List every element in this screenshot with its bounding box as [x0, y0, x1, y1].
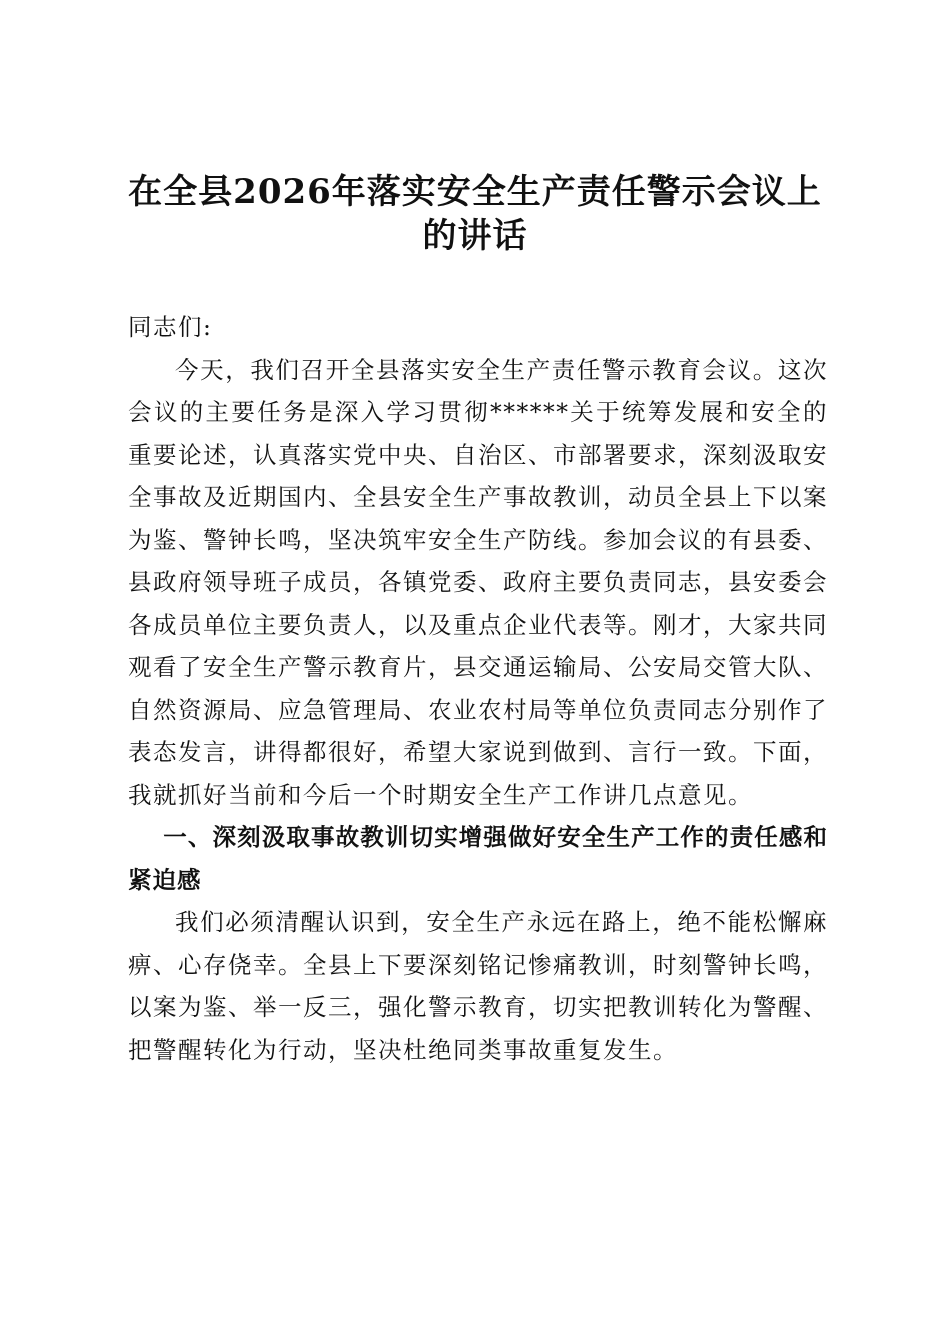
- section-heading-1: 一、深刻汲取事故教训切实增强做好安全生产工作的责任感和紧迫感: [128, 823, 828, 894]
- document-title: [120, 170, 830, 258]
- paragraph-section-1: 我们必须清醒认识到，安全生产永远在路上，绝不能松懈麻痹、心存侥幸。全县上下要深刻铭记惨痛教训，时刻警钟长鸣，以案为鉴、举一反三，强化警示教育，切实把教训转化为警醒、把警醒转化为行动，坚决杜绝同类事故重复发生。: [128, 908, 828, 1064]
- document-body: [128, 306, 828, 1071]
- title-line-1: 在全县2026年落实安全生产责任警示会议上: [128, 172, 822, 212]
- paragraph-intro: 今天，我们召开全县落实安全生产责任警示教育会议。这次会议的主要任务是深入学习贯彻******关于统筹发展和安全的重要论述，认真落实党中央、自治区、市部署要求，深刻汲取安全事故及近期国内、全县安全生产事故教训，动员全县上下以案为鉴、警钟长鸣，坚决筑牢安全生产防线。参加会议的有县委、县政府领导班子成员，各镇党委、政府主要负责同志，县安委会各成员单位主要负责人，以及重点企业代表等。刚才，大家共同观看了安全生产警示教育片，县交通运输局、公安局交管大队、自然资源局、应急管理局、农业农村局等单位负责同志分别作了表态发言，讲得都很好，希望大家说到做到、言行一致。下面，我就抓好当前和今后一个时期安全生产工作讲几点意见。: [128, 355, 828, 809]
- title-line-2: 的讲话: [422, 216, 528, 256]
- salutation: 同志们:: [128, 313, 213, 341]
